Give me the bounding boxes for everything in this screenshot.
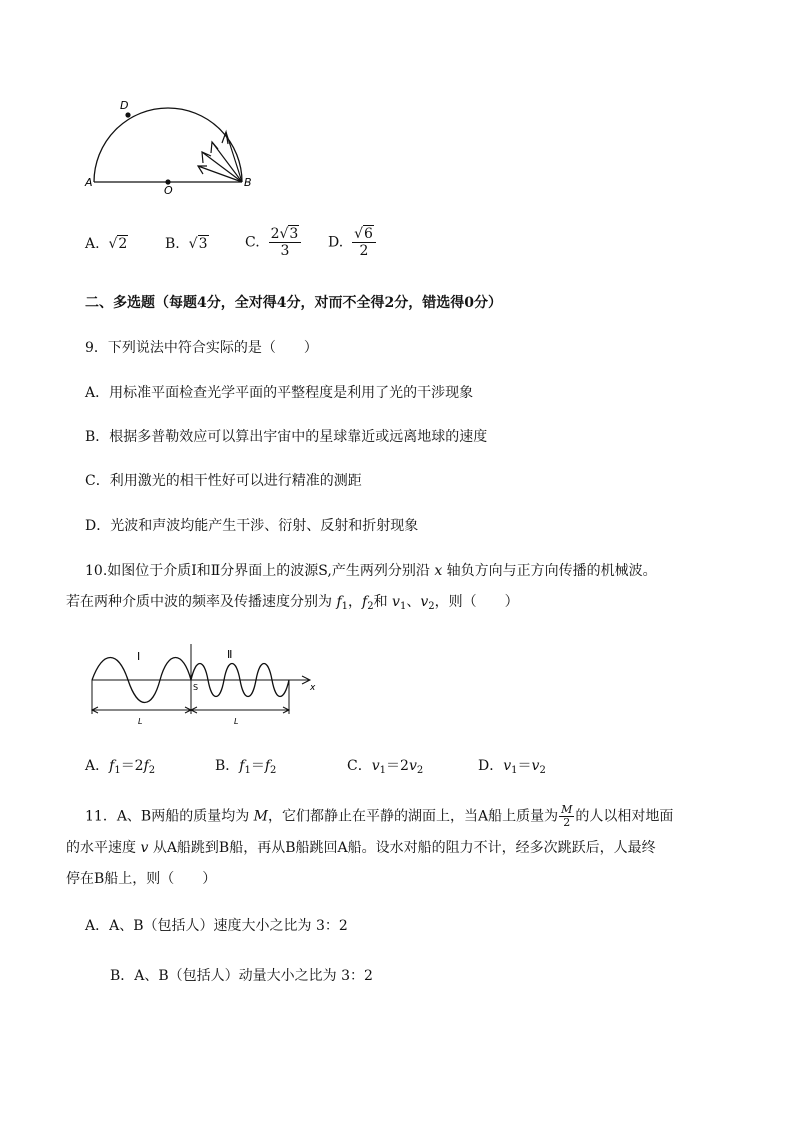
q9-option-c: C．利用激光的相干性好可以进行精准的测距 bbox=[85, 473, 362, 489]
label-source-s: S bbox=[193, 683, 199, 692]
label-length-l1: L bbox=[138, 717, 143, 726]
q10-option-b: B．$f_1=f_2$ bbox=[215, 758, 277, 776]
label-medium-i: Ⅰ bbox=[137, 650, 141, 663]
q8-option-c: C. $\frac{2√3}{3}$ bbox=[245, 226, 301, 259]
q11-stem-line2: 的水平速度 v 从A船跳到B船，再从B船跳回A船。设水对船的阻力不计，经多次跳跃后，人最终 bbox=[66, 840, 656, 856]
label-axis-x: x bbox=[310, 683, 316, 693]
q11-stem-line1: 11．A、B两船的质量均为 M，它们都静止在平静的湖面上，当A船上质量为 $\frac{M}{2}$ 的人以相对地面 bbox=[85, 803, 674, 829]
q9-option-a: A．用标准平面检查光学平面的平整程度是利用了光的干涉现象 bbox=[85, 385, 474, 401]
label-b: B bbox=[244, 176, 252, 189]
semicircle-arc bbox=[94, 108, 242, 182]
q9-stem: 9．下列说法中符合实际的是（ ） bbox=[85, 340, 318, 356]
q11-stem-line3: 停在B船上，则（ ） bbox=[66, 871, 217, 887]
label-o: O bbox=[164, 184, 173, 197]
q8-option-b: B. √3 bbox=[165, 236, 208, 252]
semicircle-figure bbox=[80, 92, 270, 202]
q11-option-a: A．A、B（包括人）速度大小之比为 3：2 bbox=[85, 918, 348, 934]
q11-option-b: B．A、B（包括人）动量大小之比为 3：2 bbox=[110, 968, 373, 984]
point-d bbox=[125, 112, 130, 117]
q8-option-d: D. $\frac{√6}{2}$ bbox=[328, 226, 376, 259]
q10-option-d: D．$v_1=v_2$ bbox=[478, 758, 546, 776]
ray-arrows bbox=[198, 132, 242, 182]
q10-stem-line1: 10.如图位于介质Ⅰ和Ⅱ分界面上的波源S,产生两列分别沿 x 轴负方向与正方向传播的机械波。 bbox=[85, 563, 657, 579]
q8-option-a: A. √2 bbox=[85, 236, 128, 252]
q10-stem-line2: 若在两种介质中波的频率及传播速度分别为 $f_1$，$f_2$和 $v_1$、$v_2$，则（ ） bbox=[66, 594, 519, 612]
q10-option-a: A．$f_1=2f_2$ bbox=[85, 758, 156, 776]
label-a: A bbox=[85, 176, 93, 189]
label-medium-ii: Ⅱ bbox=[227, 648, 233, 661]
q9-option-d: D．光波和声波均能产生干涉、衍射、反射和折射现象 bbox=[85, 518, 419, 534]
q10-option-c: C．$v_1=2v_2$ bbox=[347, 758, 424, 776]
q9-option-b: B．根据多普勒效应可以算出宇宙中的星球靠近或远离地球的速度 bbox=[85, 429, 488, 445]
label-d: D bbox=[120, 99, 129, 112]
section-heading: 二、多选题（每题4分，全对得4分，对而不全得2分，错选得0分） bbox=[85, 295, 502, 311]
wave-figure bbox=[88, 640, 328, 730]
label-length-l2: L bbox=[234, 717, 239, 726]
